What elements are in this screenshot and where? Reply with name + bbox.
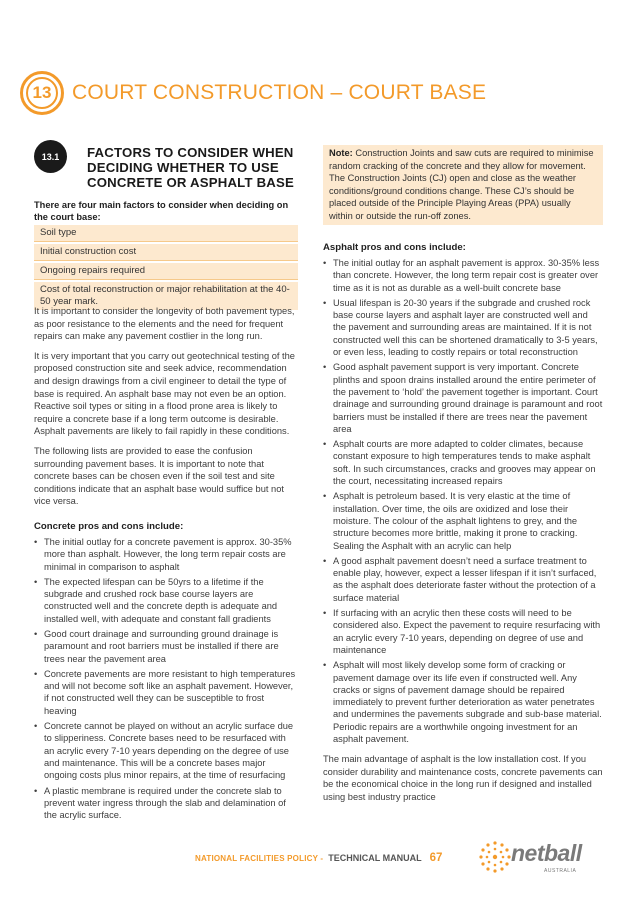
list-item: • Concrete cannot be played on without an acrylic surface due to slipperiness. Concrete bases need to be resurfaced with an acrylic every 7-10 years depending on the degree of use and maintenance. This will be a concrete bases major ongoing costs plus minor repairs, at the time of resurfacing [34,720,296,781]
paragraph: It is important to consider the longevity of both pavement types, as poor resistance to the elements and the need for frequent repairs can make any pavement costlier in the long run. [34,306,295,342]
chapter-title: COURT CONSTRUCTION – COURT BASE [72,81,487,104]
list-item: • Asphalt is petroleum based. It is very elastic at the time of installation. Over time, the oils are oxidized and lose their moisture. The colour of the asphalt lightens to grey, and the structure becomes more brittle, making it prone to cracking. Sealing the Asphalt with an acrylic can help [323,490,603,551]
left-column-body [34,305,296,824]
factor-item: Ongoing repairs required [34,263,298,280]
netball-logo [478,838,598,878]
closing-paragraph: The main advantage of asphalt is the low installation cost. If you consider durability and maintenance costs, concrete pavements can be the economical choice in the long run if designed and installed using best industry practice [323,754,603,803]
note-box [323,145,603,225]
section-title: FACTORS TO CONSIDER WHEN DECIDING WHETHER TO USE CONCRETE OR ASPHALT BASE [87,145,295,190]
footer-manual: TECHNICAL MANUAL [328,853,422,863]
list-item: • The initial outlay for a concrete pavement is approx. 30-35% more than asphalt. However, the long term repair costs are minimal in comparison to asphalt [34,536,296,573]
section-number-badge: 13.1 [34,140,67,173]
factor-item: Initial construction cost [34,244,298,261]
logo-wordmark: netball [511,840,582,866]
sunburst-icon [478,840,512,874]
factor-item: Cost of total reconstruction or major rehabilitation at the 40-50 year mark. [34,282,298,310]
asphalt-list [323,257,603,745]
right-column-body [323,242,603,811]
asphalt-heading: Asphalt pros and cons include: [323,242,466,253]
list-item: • Good asphalt pavement support is very important. Concrete plinths and spoon drains installed around the entire perimeter of the pavement to ‘hold’ the pavement together is important. Court drainage and surrounding ground drainage is paramount and root barriers must be installed if there are trees near the pavement area [323,361,603,435]
logo-subtitle: AUSTRALIA [544,868,577,874]
footer-policy: NATIONAL FACILITIES POLICY - [195,854,324,863]
list-item: • The expected lifespan can be 50yrs to a lifetime if the subgrade and crushed rock base course layers are constructed well and the concrete depth is adequate and installed well, with adequate and constant fall gradients [34,576,296,625]
factor-item: Soil type [34,225,298,242]
factor-list [34,225,298,312]
list-item: • Asphalt courts are more adapted to colder climates, because constant exposure to high temperatures tends to make asphalt soft. In such circumstances, cracks and grooves may appear on the court, necessitating increased repairs [323,438,603,487]
note-text: Construction Joints and saw cuts are required to minimise random cracking of the concrete and they allow for movement. The Construction Joints (CJ) open and close as the weather conditions/ground conditions change. These CJ’s should be placed outside of the Principle Playing Areas (PPA) usually within or outside the run-off zones. [329,148,594,221]
list-item: • Concrete pavements are more resistant to high temperatures and will not become soft like an asphalt pavement. However, if not constructed well they can be susceptible to frost heaving [34,668,296,717]
chapter-number-badge [20,71,64,115]
factors-intro: There are four main factors to consider when deciding on the court base: [34,200,289,222]
list-item: • Usual lifespan is 20-30 years if the subgrade and crushed rock base course layers and asphalt layer are constructed well and the pavement and surrounding areas are maintained. If it is not constructed well this can be shortened dramatically to 3-5 years, or even less, leading to costly repairs or total reconstruction [323,297,603,358]
chapter-heading [20,71,486,115]
concrete-list [34,536,296,822]
chapter-number: 13 [32,83,52,102]
list-item: • Asphalt will most likely develop some form of cracking or pavement damage over its life even if constructed well. Any cracks or signs of pavement damage should be repaired immediately to prevent further deterioration as water penetrates and undermines the pavements subgrade and sub-base material. Periodic repairs are a worthwhile ongoing investment for an asphalt pavement. [323,659,603,745]
concrete-heading: Concrete pros and cons include: [34,520,184,532]
page-footer [195,852,442,864]
list-item: • Good court drainage and surrounding ground drainage is paramount and root barriers must be installed if there are trees near the pavement area [34,628,296,665]
page-number: 67 [429,852,443,864]
paragraph: It is very important that you carry out geotechnical testing of the proposed construction site and seek advice, recommendation and design drawings from a civil engineer to detail the type of base is required. An asphalt base may not even be an option. Reactive soil types or siting in a flood prone area is likely to require a concrete base if a long term outcome is desirable. Asphalt pavements are likely to fail rapidly in these conditions. [34,350,295,437]
list-item: • If surfacing with an acrylic then these costs will need to be considered also. Expect the pavement to require resurfacing with an acrylic every 7-10 years, depending on degree of use and maintenance [323,607,603,656]
list-item: • A plastic membrane is required under the concrete slab to prevent water ingress through the slab and delamination of the acrylic surface. [34,785,296,822]
list-item: • A good asphalt pavement doesn’t need a surface treatment to enable play, however, expect a lesser lifespan if it isn’t surfaced, as the asphalt does deteriorate faster without the protection of a surface material [323,555,603,604]
list-item: • The initial outlay for an asphalt pavement is approx. 30-35% less than concrete. However, the long term repair cost is greater over time as it is not as durable as a well-built concrete base [323,257,603,294]
note-label: Note: [329,148,353,158]
paragraph: The following lists are provided to ease the confusion surrounding pavement bases. It is important to note that concrete bases can be chosen even if the soil test and site conditions indicate that an asphalt base would suffice but not vice versa. [34,445,284,507]
